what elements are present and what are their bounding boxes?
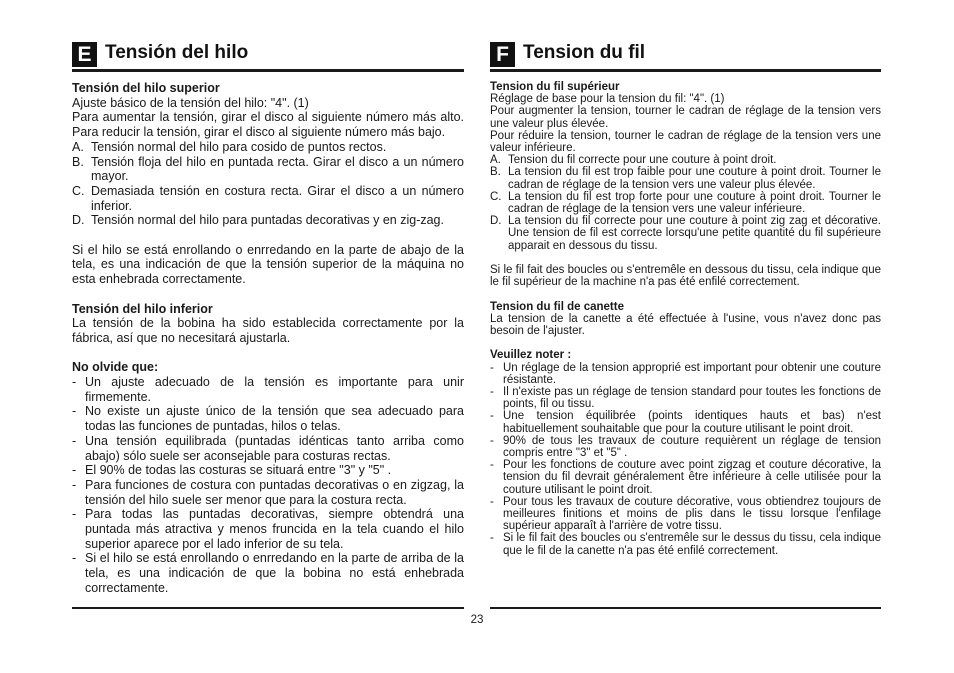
basic-setting-text: Ajuste básico de la tensión del hilo: "4". (1) bbox=[72, 95, 309, 110]
lower-thread-heading: Tension du fil de canette bbox=[490, 300, 624, 313]
adjust-text: Para aumentar la tensión, girar el disco al siguiente número más alto. Para reducir la tensión, girar el disco al siguiente número más bajo. bbox=[72, 110, 464, 140]
list-item: - Para todas las puntadas decorativas, siempre obtendrá una puntada más atractiva y menos fruncida en la tela cuando el hilo superior aparece por el lado inferior de su tela. bbox=[72, 507, 464, 551]
list-item: - El 90% de todas las costuras se situará entre "3" y "5" . bbox=[72, 463, 392, 478]
bottom-rule bbox=[490, 607, 881, 609]
list-item: - Un réglage de la tension approprié est important pour obtenir une couture résistante. bbox=[490, 361, 881, 386]
section-body bbox=[490, 81, 881, 557]
list-item: - Il n'existe pas un réglage de tension standard pour toutes les fonctions de points, fil ou tissu. bbox=[490, 386, 881, 411]
language-badge: F bbox=[490, 42, 515, 67]
list-item: - Si el hilo se está enrollando o enrredando en la parte de arriba de la tela, es una indicación de que la bobina no está enhebrada correctamente. bbox=[72, 551, 464, 595]
list-item: A. Tensión normal del hilo para cosido de puntos rectos. bbox=[72, 139, 387, 154]
bobbin-text: La tensión de la bobina ha sido establecida correctamente por la fábrica, así que no necesitará ajustarla. bbox=[72, 316, 464, 345]
bottom-rule bbox=[72, 607, 464, 609]
list-item: B. La tension du fil est trop faible pour une couture à point droit. Tourner le cadran de réglage de la tension vers une valeur plus élevée. bbox=[490, 166, 881, 191]
remember-heading: Veuillez noter : bbox=[490, 349, 572, 362]
upper-thread-heading: Tensión del hilo superior bbox=[72, 81, 220, 95]
list-item: B. Tensión floja del hilo en puntada recta. Girar el disco a un número mayor. bbox=[72, 154, 464, 184]
loops-note: Si le fil fait des boucles ou s'entremêle en dessous du tissu, cela indique que le fil supérieur de la machine n'a pas été enfilé correctement. bbox=[490, 264, 881, 289]
language-badge: E bbox=[72, 42, 97, 67]
bobbin-text: La tension de la canette a été effectuée à l'usine, vous n'avez donc pas besoin de l'ajuster. bbox=[490, 312, 881, 338]
list-item: - Pour tous les travaux de couture décorative, vous obtiendrez toujours de meilleures finitions et moins de plis dans le tissu lorsque l'enfilage supérieur apparaît à l'arrière de votre tissu. bbox=[490, 495, 881, 533]
remember-heading: No olvide que: bbox=[72, 360, 159, 375]
section-header bbox=[72, 40, 464, 72]
basic-setting-text: Réglage de base pour la tension du fil: "4". (1) bbox=[490, 93, 725, 106]
section-spanish bbox=[72, 40, 464, 596]
section-title: Tension du fil bbox=[523, 42, 646, 63]
list-item: - Una tensión equilibrada (puntadas idénticas tanto arriba como abajo) sólo suele ser aconsejable para costuras rectas. bbox=[72, 433, 464, 463]
list-item: - Un ajuste adecuado de la tensión es importante para unir firmemente. bbox=[72, 375, 464, 404]
list-item: - Une tension équilibrée (points identiques hauts et bas) n'est habituellement souhaitable que pour la couture utilisant le point droit. bbox=[490, 410, 881, 435]
decrease-text: Pour réduire la tension, tourner le cadran de réglage de la tension vers une valeur inférieure. bbox=[490, 129, 881, 155]
increase-text: Pour augmenter la tension, tourner le cadran de réglage de la tension vers une valeur plus élevée. bbox=[490, 105, 881, 130]
lower-thread-heading: Tensión del hilo inferior bbox=[72, 301, 213, 316]
list-item: - Pour les fonctions de couture avec point zigzag et couture décorative, la tension du fil devrait généralement être inférieure à celle utilisée pour la couture utilisant le point droit. bbox=[490, 459, 881, 496]
list-item: - Para funciones de costura con puntadas decorativas o en zigzag, la tensión del hilo suele ser menor que para la costura recta. bbox=[72, 477, 464, 507]
loops-note: Si el hilo se está enrollando o enrredando en la parte de abajo de la tela, es una indicación de que la tensión superior de la máquina no esta enhebrada correctamente. bbox=[72, 242, 464, 287]
list-item: A. Tension du fil correcte pour une couture à point droit. bbox=[490, 154, 777, 167]
list-item: D. La tension du fil correcte pour une couture à point zig zag et décorative. Une tension de fil est correcte lorsqu'une petite quantité du fil supérieure apparait en dessous du tissu. bbox=[490, 215, 881, 252]
upper-thread-heading: Tension du fil supérieur bbox=[490, 81, 620, 93]
section-title: Tensión del hilo bbox=[105, 42, 249, 63]
section-body bbox=[72, 81, 464, 596]
list-item: C. La tension du fil est trop forte pour une couture à point droit. Tourner le cadran de réglage de la tension vers une valeur inférieure. bbox=[490, 190, 881, 216]
list-item: - 90% de tous les travaux de couture requièrent un réglage de tension compris entre "3" et "5" . bbox=[490, 434, 881, 460]
section-french bbox=[490, 40, 881, 557]
section-header bbox=[490, 40, 881, 72]
list-item: - No existe un ajuste único de la tensión que sea adecuado para todas las funciones de puntadas, hilos o telas. bbox=[72, 404, 464, 434]
list-item: - Si le fil fait des boucles ou s'entremêle sur le dessus du tissu, cela indique que le fil de la canette n'a pas été enfilé correctement. bbox=[490, 532, 881, 557]
page-number: 23 bbox=[470, 614, 484, 626]
list-item: D. Tensión normal del hilo para puntadas decorativas y en zig-zag. bbox=[72, 213, 444, 228]
list-item: C. Demasiada tensión en costura recta. Girar el disco a un número inferior. bbox=[72, 183, 464, 213]
